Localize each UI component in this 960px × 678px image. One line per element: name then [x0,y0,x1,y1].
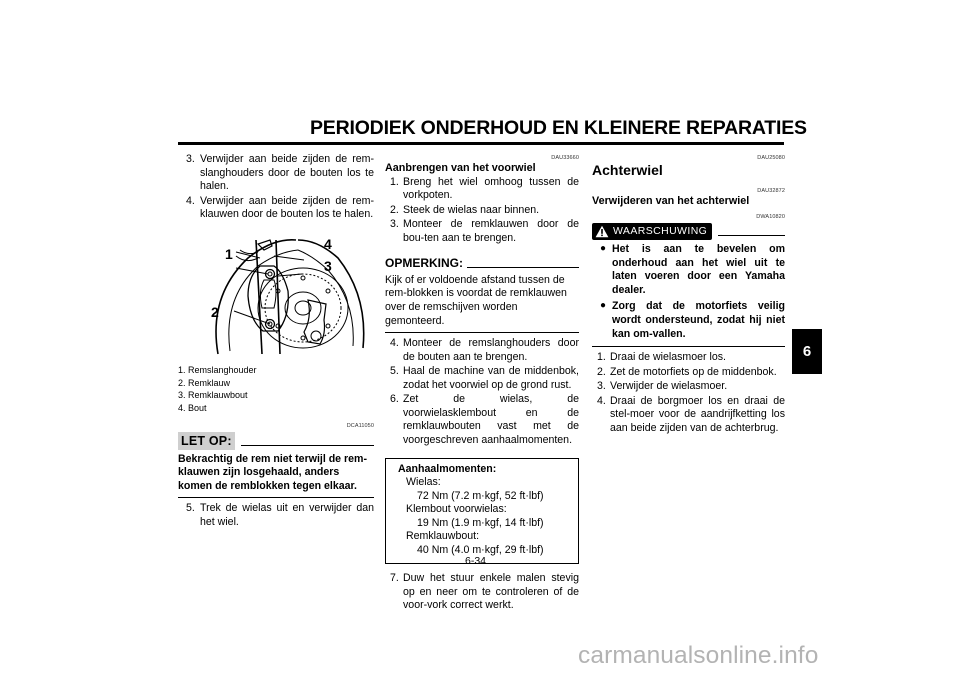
step-text: Draai de wielasmoer los. [610,351,726,364]
warning-bullet-text: Het is aan te bevelen om onderhoud aan het wiel uit te laten voeren door een Yamaha dealer. [612,243,785,296]
brake-caliper-figure [178,236,374,358]
step-text: Haal de machine van de middenbok, zodat het voorwiel op de grond rust. [403,365,579,391]
torque-label: Wielas: [406,476,441,489]
watermark: carmanualsonline.info [578,642,819,669]
step-text: Monteer de remslanghouders door de bouten aan te brengen. [403,337,579,363]
steps-right [592,351,785,435]
left-column [178,153,374,531]
brake-caliper-illustration [178,236,374,358]
step-item [385,337,579,364]
page-number: 6-34 [465,555,487,567]
chapter-tab: 6 [792,329,822,374]
step-text: Draai de borgmoer los en draai de stel-moer voor de aandrijfketting los aan beide zijden van de achterbrug. [610,394,785,434]
step-item [385,204,579,218]
step-number: 3. [597,380,606,393]
warning-end-rule [592,346,785,347]
torque-value: 40 Nm (4.0 m·kgf, 29 ft·lbf) [417,543,544,556]
step-item [178,502,374,529]
step-text: Monteer de remklauwen door de bou-ten aan te brengen. [403,218,579,245]
warning-bullet [592,243,785,297]
step-item [385,176,579,203]
warning-tag [592,223,712,240]
step-number: 5. [390,365,399,378]
steps-top [178,153,374,222]
figure-captions [178,364,374,415]
step-number: 1. [390,175,399,188]
step-text: Verwijder de wielasmoer. [610,380,728,393]
step-number: 4. [186,194,195,207]
note-title: OPMERKING: [385,255,463,270]
steps-b [385,337,579,447]
notice-rule [241,445,374,446]
warning-rule [718,235,785,236]
torque-value: 19 Nm (1.9 m·kgf, 14 ft·lbf) [417,516,544,529]
page-header: PERIODIEK ONDERHOUD EN KLEINERE REPARATIES [310,117,807,139]
torque-value: 72 Nm (7.2 m·kgf, 52 ft·lbf) [417,489,544,502]
torque-box [385,458,579,565]
section-title: Aanbrengen van het voorwiel [385,162,536,175]
step-text: Zet de wielas, de voorwielasklembout en de remklauwbouten vast met de voorgeschreven aanhaalmomenten. [403,393,579,446]
note-end-rule [385,332,579,333]
step-number: 3. [390,218,399,231]
torque-label: Klembout voorwielas: [406,503,507,516]
figure-label-1: 1 [225,245,233,262]
torque-title: Aanhaalmomenten: [398,462,497,475]
step-number: 5. [186,502,195,515]
caption-item: 1. Remslanghouder [178,364,257,375]
notice-text: Bekrachtig de rem niet terwijl de rem-klauwen zijn losgehaald, anders komen de remblokken tegen elkaar. [178,452,367,492]
step-number: 2. [390,203,399,216]
step-number: 1. [597,351,606,364]
note-text: Kijk of er voldoende afstand tussen de rem-blokken is voordat de remklauwen over de remschijven worden gemonteerd. [385,273,567,327]
step-item [592,366,785,380]
note-rule [467,267,579,268]
caption-item: 4. Bout [178,403,207,414]
step-number: 3. [186,153,195,165]
step-item [385,218,579,245]
step-text: Breng het wiel omhoog tussen de vorkpoten. [403,175,579,202]
warning-bullet-text: Zorg dat de motorfiets veilig wordt ondersteund, zodat hij niet kan om-vallen. [612,300,785,340]
caption-item: 3. Remklauwbout [178,390,248,401]
notice-end-rule [178,497,374,498]
right-column [592,153,785,436]
step-text: Zet de motorfiets op de middenbok. [610,365,777,378]
middle-column [385,153,579,614]
figure-label-3: 3 [324,257,332,274]
step-number: 2. [597,365,606,378]
step-item [385,365,579,392]
step-item [385,572,579,613]
warning-header [592,223,785,240]
step-item [178,195,374,222]
warning-tag-label: WAARSCHUWING [613,224,708,237]
torque-label: Remklauwbout: [406,530,480,543]
step-text: Verwijder aan beide zijden de rem-klauwen door de bouten los te halen. [200,194,374,221]
notice-header [178,432,374,450]
step-text: Verwijder aan beide zijden de rem-slanghouders door de bouten los te halen. [200,153,374,193]
caption-item: 2. Remklauw [178,377,231,388]
step-number: 7. [390,572,399,585]
steps-a [385,176,579,246]
warning-bullet [592,300,785,341]
step-item [178,153,374,194]
step-number: 4. [597,394,606,407]
step-number: 6. [390,393,399,406]
notice-tag: LET OP: [178,432,235,450]
subsection-title: Verwijderen van het achterwiel [592,194,750,207]
bullet-dot-icon: ● [600,243,607,255]
note-header [385,256,579,271]
figure-label-2: 2 [211,303,219,320]
step-text: Trek de wielas uit en verwijder dan het wiel. [200,502,374,529]
header-rule [178,142,784,145]
step-text: Steek de wielas naar binnen. [403,203,540,216]
warning-triangle-icon [595,225,609,238]
step-number: 4. [390,337,399,350]
figure-label-4: 4 [324,235,332,252]
notice-code: DCA11050 [346,422,374,429]
step-item [385,393,579,447]
section-title: Achterwiel [592,162,663,179]
step-item [592,351,785,365]
step-item [592,395,785,436]
section-code: DAU25080 [757,155,785,161]
section-code: DAU33660 [551,155,579,161]
bullet-dot-icon: ● [600,300,607,312]
warning-code: DWA10820 [756,213,785,220]
subsection-code: DAU32872 [757,187,785,194]
step-text: Duw het stuur enkele malen stevig op en neer om te controleren of de voor-vork correct werkt. [403,572,579,612]
step-item [592,380,785,394]
